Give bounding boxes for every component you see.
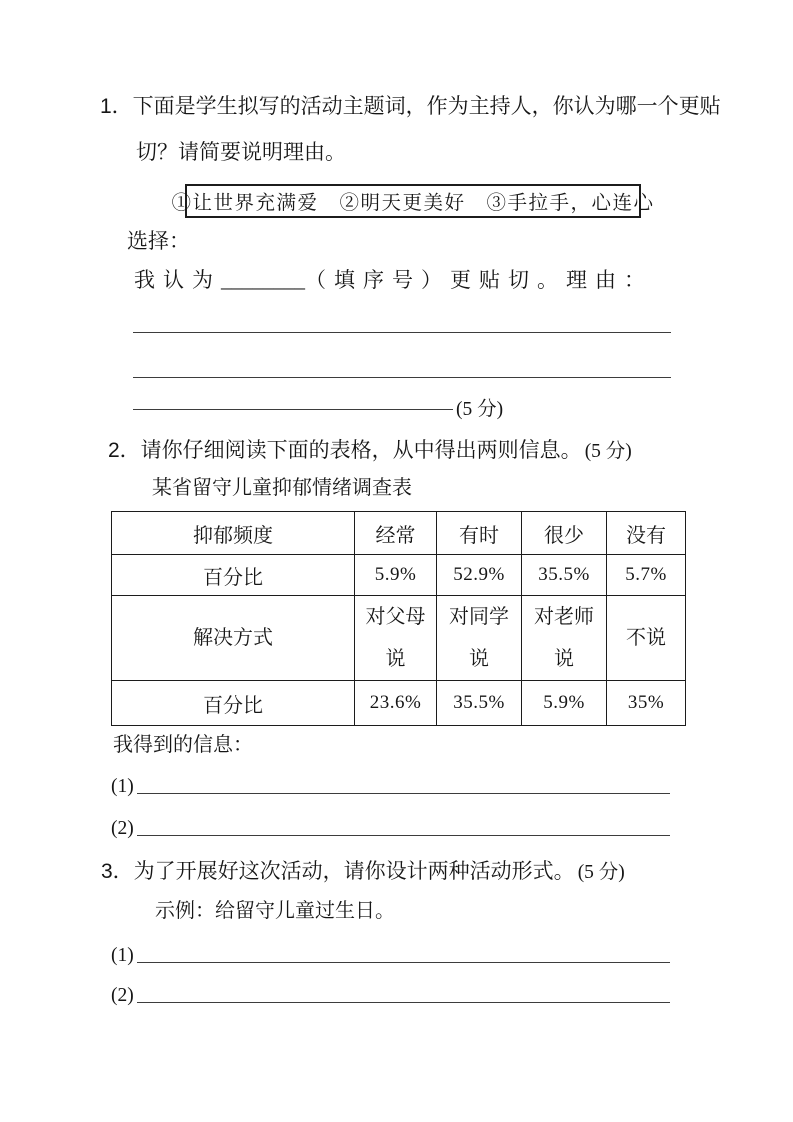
answer-line	[137, 962, 670, 963]
fill-in-sentence	[134, 264, 679, 294]
answer-line	[133, 377, 671, 378]
table-cell: 解决方式	[112, 596, 355, 681]
question-2-score: (5 分)	[584, 441, 632, 462]
question-3-score: (5 分)	[577, 862, 625, 883]
question-3-text: 3．为了开展好这次活动，请你设计两种活动形式。	[101, 860, 575, 883]
table-cell: 35.5%	[437, 681, 522, 726]
q2-blank-2-label: (2)	[111, 818, 134, 839]
q3-blank-1-label: (1)	[111, 945, 134, 966]
answer-line	[137, 793, 670, 794]
table-row	[112, 512, 686, 555]
table-cell: 5.9%	[522, 681, 607, 726]
table-cell: 5.7%	[607, 555, 686, 596]
table-cell: 百分比	[112, 555, 355, 596]
survey-table-wrapper	[111, 511, 686, 726]
question-1-line-2: 切？请简要说明理由。	[136, 141, 346, 164]
table-row	[112, 681, 686, 726]
example-text: 示例：给留守儿童过生日。	[155, 900, 395, 922]
q2-blank-1-label: (1)	[111, 776, 134, 797]
theme-options-text: ①让世界充满爱 ②明天更美好 ③手拉手，心连心	[171, 193, 655, 214]
fill-blank: ________	[221, 268, 305, 292]
table-cell: 对父母说	[355, 596, 437, 681]
question-1-line-1: 1．下面是学生拟写的活动主题词，作为主持人，你认为哪一个更贴	[100, 95, 721, 118]
table-cell: 抑郁频度	[112, 512, 355, 555]
q3-blank-2-label: (2)	[111, 985, 134, 1006]
question-2-prompt	[108, 435, 632, 464]
table-cell: 52.9%	[437, 555, 522, 596]
question-3-prompt	[101, 856, 625, 885]
table-cell: 经常	[355, 512, 437, 555]
answer-line	[133, 409, 453, 410]
table-cell: 35%	[607, 681, 686, 726]
table-cell: 百分比	[112, 681, 355, 726]
table-cell: 对同学说	[437, 596, 522, 681]
question-1-score: (5 分)	[456, 399, 504, 420]
table-cell: 5.9%	[355, 555, 437, 596]
table-cell: 不说	[607, 596, 686, 681]
table-cell: 23.6%	[355, 681, 437, 726]
table-row	[112, 555, 686, 596]
theme-options-box	[171, 184, 655, 218]
table-cell: 对老师说	[522, 596, 607, 681]
table-cell: 有时	[437, 512, 522, 555]
fill-after-text: （填序号）更贴切。理由：	[305, 269, 653, 292]
question-2-text: 2．请你仔细阅读下面的表格，从中得出两则信息。	[108, 439, 582, 462]
table-title: 某省留守儿童抑郁情绪调查表	[152, 477, 412, 499]
table-cell: 没有	[607, 512, 686, 555]
choice-label: 选择：	[127, 230, 190, 253]
table-row	[112, 596, 686, 681]
fill-before-text: 我认为	[134, 269, 221, 292]
answer-line	[137, 835, 670, 836]
answer-line	[133, 332, 671, 333]
answer-line	[137, 1002, 670, 1003]
survey-table	[111, 511, 686, 726]
table-cell: 35.5%	[522, 555, 607, 596]
table-cell: 很少	[522, 512, 607, 555]
info-label: 我得到的信息：	[113, 734, 253, 756]
